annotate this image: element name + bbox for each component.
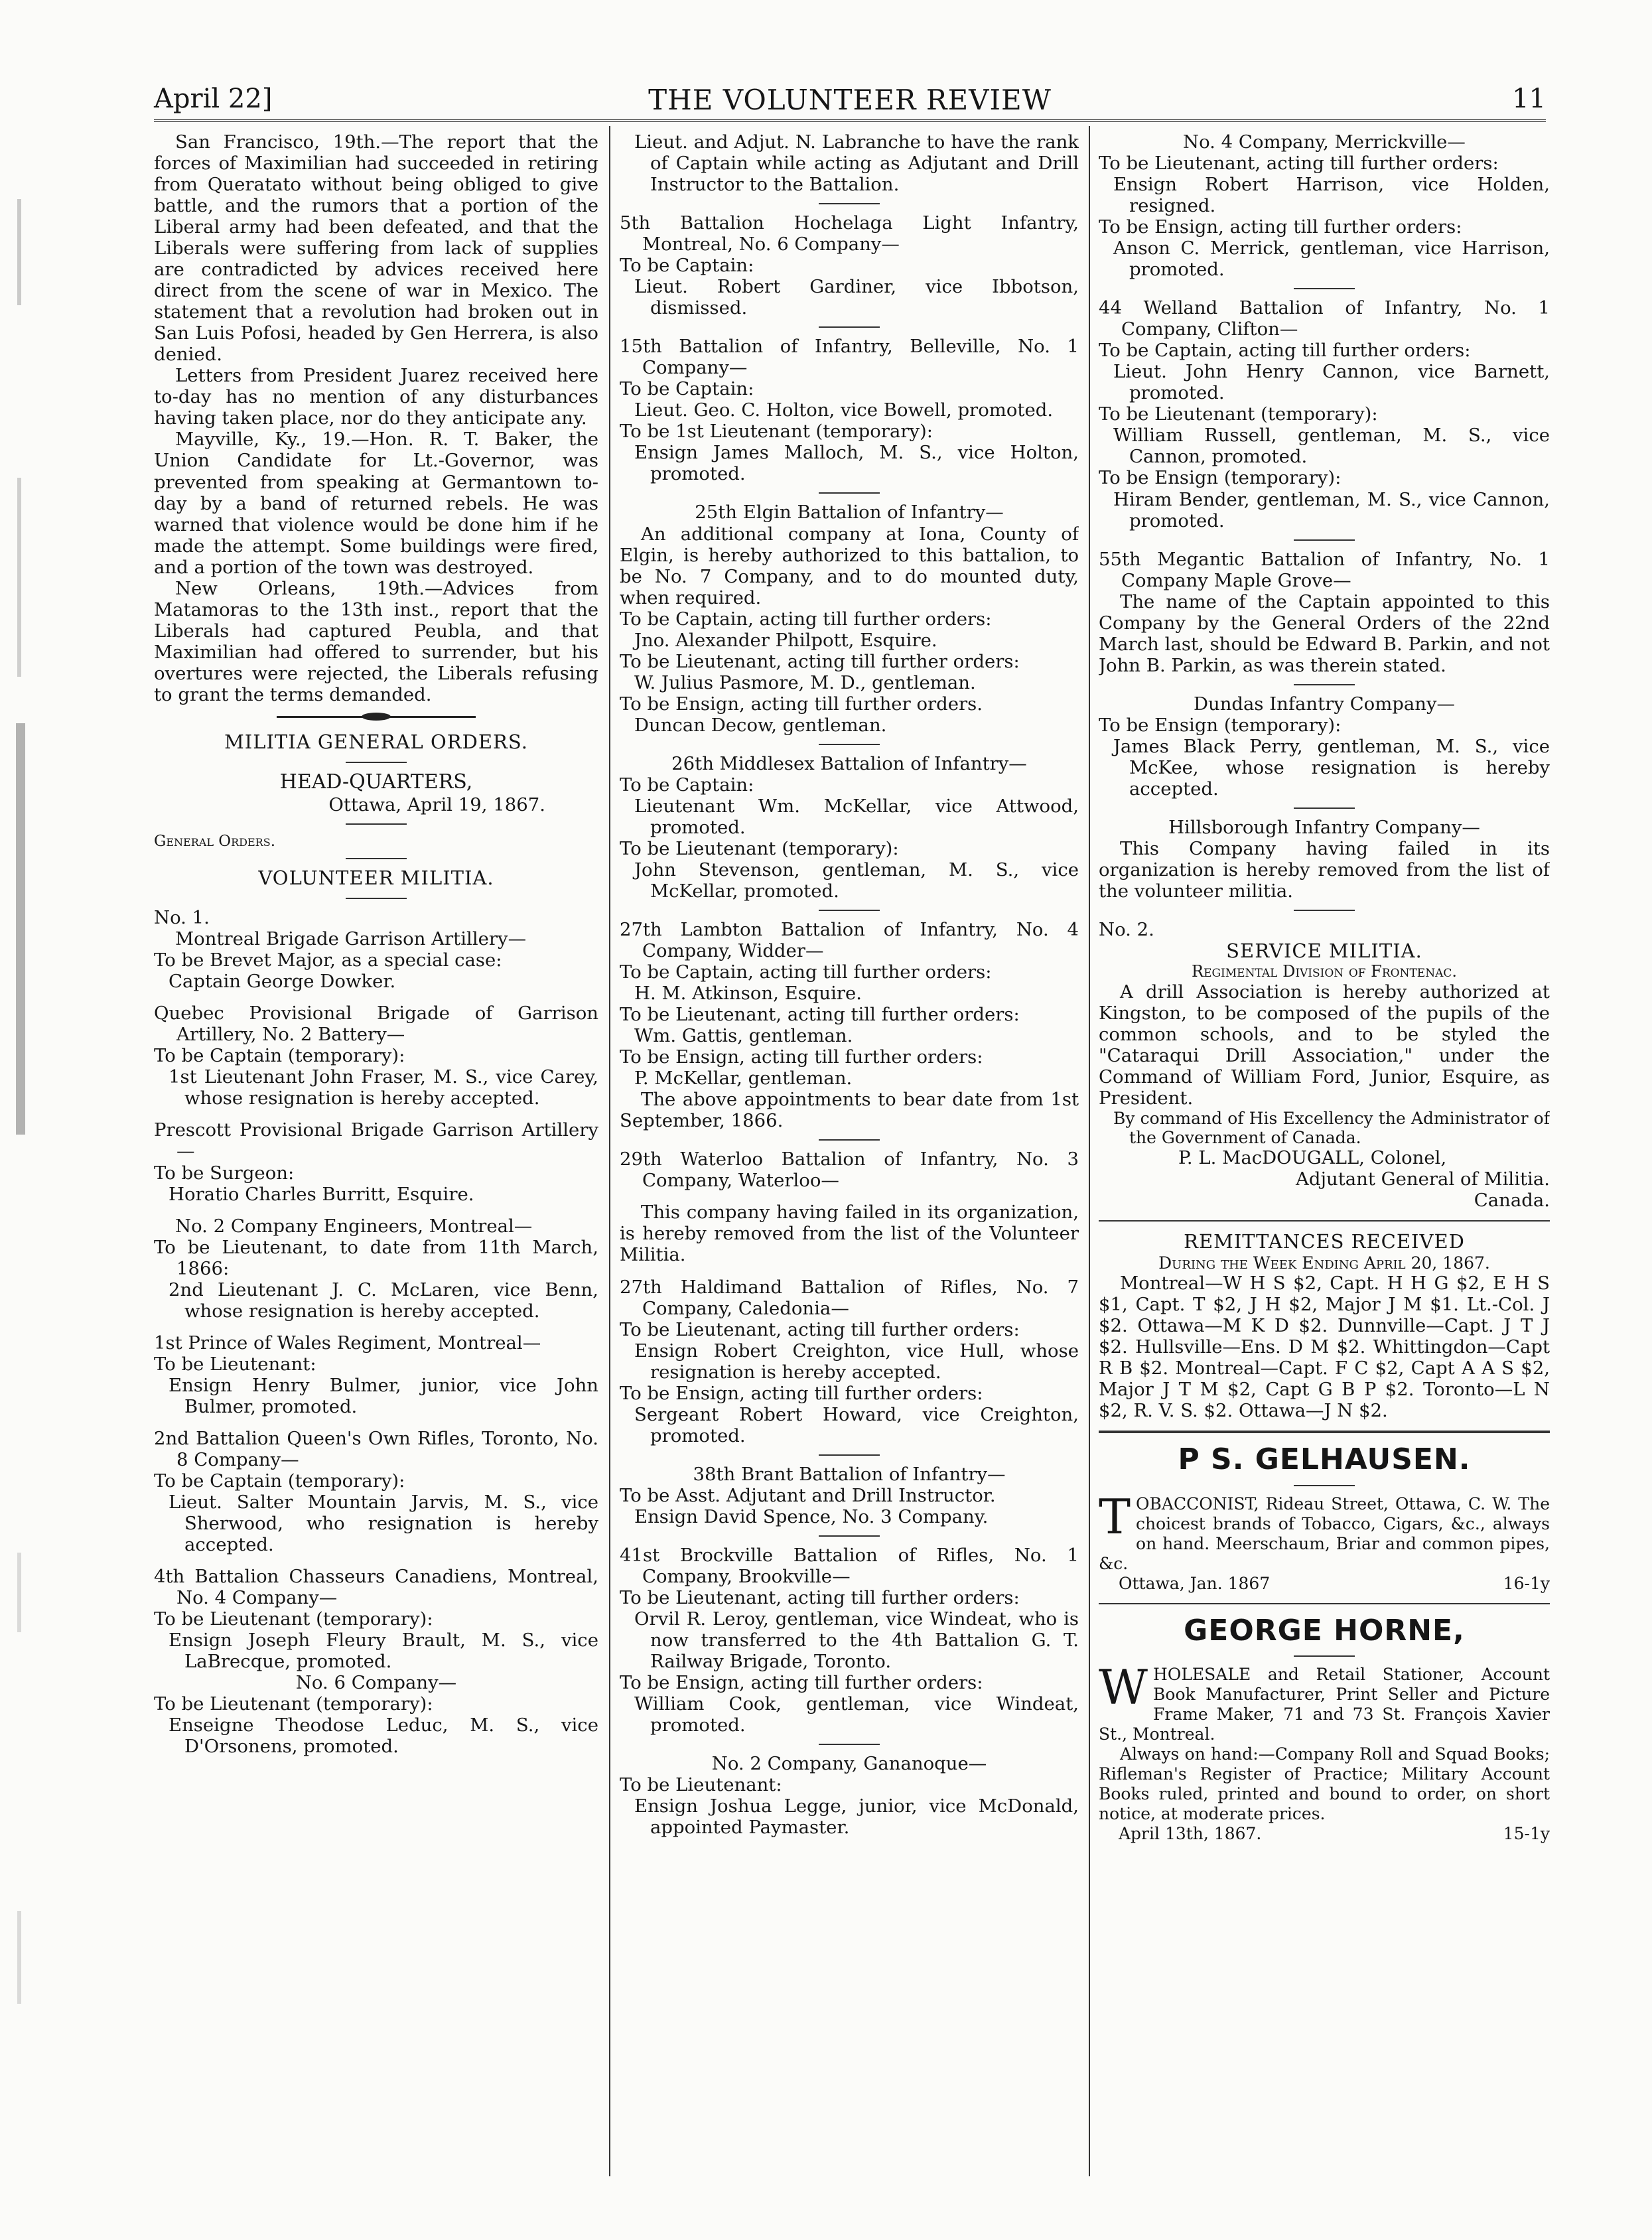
drop-cap: T — [1099, 1488, 1131, 1545]
order-appointee: Ensign Joshua Legge, junior, vice McDonald, appointed Paymaster. — [634, 1795, 1079, 1839]
order-appointee: William Cook, gentleman, vice Windeat, promoted. — [634, 1693, 1079, 1736]
order-rank: To be Lieutenant (temporary): — [620, 837, 899, 859]
page-number: 11 — [1512, 84, 1546, 114]
order-unit: 41st Brockville Battalion of Rifles, No. 1 Company, Brookville— — [620, 1544, 1079, 1587]
order-unit: Prescott Provisional Brigade Garrison Artillery— — [154, 1119, 598, 1162]
order-number: No. 2. — [1099, 919, 1154, 941]
signer-name: P. L. MacDOUGALL, Colonel, — [1178, 1147, 1447, 1169]
short-rule — [819, 1535, 880, 1537]
orders-title: MILITIA GENERAL ORDERS. — [224, 730, 528, 753]
short-rule — [346, 898, 407, 899]
order-unit: 1st Prince of Wales Regiment, Montreal— — [154, 1332, 541, 1354]
order-rank: To be Ensign, acting till further orders. — [620, 693, 983, 715]
advertisement-date: Ottawa, Jan. 1867 — [1119, 1573, 1271, 1593]
headquarters: HEAD-QUARTERS, — [279, 770, 473, 794]
order-appointee: Horatio Charles Burritt, Esquire. — [169, 1183, 474, 1205]
order-appointee: William Russell, gentleman, M. S., vice Cannon, promoted. — [1113, 425, 1550, 468]
order-unit: 26th Middlesex Battalion of Infantry— — [671, 752, 1027, 774]
order-unit: 2nd Battalion Queen's Own Rifles, Toronto, No. 8 Company— — [154, 1427, 598, 1470]
order-unit: No. 2 Company Engineers, Montreal— — [175, 1215, 533, 1237]
service-militia-heading: SERVICE MILITIA. — [1226, 940, 1422, 963]
section-rule — [1099, 1431, 1550, 1433]
order-rank: To be Captain (temporary): — [154, 1470, 405, 1492]
order-appointee: P. McKellar, gentleman. — [634, 1068, 853, 1089]
order-appointee: Jno. Alexander Philpott, Esquire. — [634, 629, 937, 651]
order-unit: 5th Battalion Hochelaga Light Infantry, Montreal, No. 6 Company— — [620, 212, 1079, 255]
order-appointee: Lieut. Robert Gardiner, vice Ibbotson, dismissed. — [634, 276, 1079, 319]
order-rank: To be Lieutenant: — [620, 1774, 782, 1796]
order-rank: To be Captain, acting till further orders: — [620, 961, 992, 983]
order-rank: To be Asst. Adjutant and Drill Instructor. — [620, 1484, 996, 1506]
column-3 — [1099, 131, 1550, 2175]
short-rule — [819, 910, 880, 911]
order-appointee: Lieut. John Henry Cannon, vice Barnett, promoted. — [1113, 361, 1550, 404]
order-unit: 27th Haldimand Battalion of Rifles, No. 7 Company, Caledonia— — [620, 1276, 1079, 1319]
advertisement-body — [1099, 1659, 1550, 1744]
order-unit: 29th Waterloo Battalion of Infantry, No. 3 Company, Waterloo— — [620, 1149, 1079, 1192]
order-appointee: Hiram Bender, gentleman, M. S., vice Cannon, promoted. — [1113, 488, 1550, 531]
order-text: An additional company at Iona, County of Elgin, is hereby authorized to this battalion, to be No. 7 Company, and to do mounted duty, when required. — [620, 523, 1079, 608]
order-unit: Hillsborough Infantry Company— — [1168, 816, 1480, 838]
order-unit: Montreal Brigade Garrison Artillery— — [175, 928, 527, 950]
advertisement-footer — [1099, 1574, 1550, 1594]
advertisement-footer — [1099, 1824, 1550, 1844]
order-appointee: Lieut. Geo. C. Holton, vice Bowell, promoted. — [634, 399, 1054, 421]
remittances-title: REMITTANCES RECEIVED — [1184, 1230, 1465, 1253]
order-appointee: Duncan Decow, gentleman. — [634, 714, 887, 736]
order-text: This Company having failed in its organization is hereby removed from the list of the volunteer militia. — [1099, 837, 1550, 902]
section-rule — [1099, 1603, 1550, 1604]
order-unit: 55th Megantic Battalion of Infantry, No. 1 Company Maple Grove— — [1099, 548, 1550, 591]
order-rank: To be Ensign (temporary): — [1099, 714, 1342, 736]
order-text: The name of the Captain appointed to this Company by the General Orders of the 22nd March last, should be Edward B. Parkin, and not John B. Parkin, as was therein stated. — [1099, 591, 1550, 676]
order-note: The above appointments to bear date from 1st September, 1866. — [620, 1089, 1079, 1132]
order-rank: To be Lieutenant (temporary): — [154, 1693, 433, 1715]
order-rank: To be Ensign, acting till further orders: — [620, 1672, 983, 1694]
order-rank: To be 1st Lieutenant (temporary): — [620, 421, 933, 443]
order-unit: Quebec Provisional Brigade of Garrison Artillery, No. 2 Battery— — [154, 1003, 598, 1046]
order-rank: To be Lieutenant: — [154, 1353, 316, 1375]
order-appointee: Anson C. Merrick, gentleman, vice Harrison, promoted. — [1113, 238, 1550, 281]
order-appointee: 2nd Lieutenant J. C. McLaren, vice Benn, whose resignation is hereby accepted. — [169, 1279, 598, 1322]
short-rule — [819, 326, 880, 328]
advertiser-name: GEORGE HORNE, — [1184, 1613, 1465, 1647]
order-appointee: Captain George Dowker. — [169, 971, 396, 993]
advertisement-text: Always on hand:—Company Roll and Squad Books; Rifleman's Register of Practice; Military Account Books ruled, printed and bound to order, on short notice, at moderate prices. — [1099, 1744, 1550, 1823]
order-rank: To be Captain, acting till further orders: — [1099, 340, 1471, 362]
order-unit: 4th Battalion Chasseurs Canadiens, Montreal, No. 4 Company— — [154, 1566, 598, 1609]
order-appointee: Lieutenant Wm. McKellar, vice Attwood, promoted. — [634, 795, 1079, 838]
general-orders-label: General Orders. — [154, 832, 275, 850]
order-appointee: Sergeant Robert Howard, vice Creighton, promoted. — [634, 1403, 1079, 1446]
order-appointee: Ensign Robert Creighton, vice Hull, whose resignation is hereby accepted. — [634, 1340, 1079, 1383]
order-text: This company having failed in its organization, is hereby removed from the list of the Volunteer Militia. — [620, 1202, 1079, 1266]
command-line: By command of His Excellency the Administrator of the Government of Canada. — [1113, 1108, 1550, 1148]
order-rank: To be Lieutenant, to date from 11th March, 1866: — [154, 1236, 598, 1279]
advertisement-code: 15-1y — [1503, 1823, 1550, 1843]
signer-title: Adjutant General of Militia. — [1296, 1168, 1550, 1190]
order-rank: To be Lieutenant, acting till further orders: — [620, 1586, 1020, 1608]
short-rule — [346, 858, 407, 859]
advertiser-name: P S. GELHAUSEN. — [1178, 1442, 1471, 1477]
order-appointee: Ensign Henry Bulmer, junior, vice John Bulmer, promoted. — [169, 1374, 598, 1417]
order-unit: 38th Brant Battalion of Infantry— — [693, 1463, 1006, 1485]
order-unit: No. 2 Company, Gananoque— — [711, 1753, 987, 1775]
order-appointee: Ensign Joseph Fleury Brault, M. S., vice LaBrecque, promoted. — [169, 1630, 598, 1673]
column-2 — [620, 131, 1079, 2175]
order-rank: To be Captain: — [620, 255, 754, 277]
advertisement-code: 16-1y — [1503, 1573, 1550, 1593]
order-rank: To be Lieutenant (temporary): — [154, 1608, 433, 1630]
order-unit: No. 4 Company, Merrickville— — [1183, 131, 1466, 153]
news-item: Letters from President Juarez received here to-day has no mention of any disturbances having taken place, nor do they anticipate any. — [154, 365, 598, 429]
order-rank: To be Captain (temporary): — [154, 1045, 405, 1067]
short-rule — [1294, 807, 1355, 809]
short-rule — [1294, 1655, 1355, 1657]
masthead-title: THE VOLUNTEER REVIEW — [648, 84, 1052, 116]
news-item: New Orleans, 19th.—Advices from Matamoras to the 13th inst., report that the Liberals had captured Peubla, and that Maximilian had offered to surrender, but his overtures were rejected, the Liberals refusing to grant the terms demanded. — [154, 577, 598, 705]
short-rule — [819, 1744, 880, 1745]
regimental-division: Regimental Division of Frontenac. — [1192, 961, 1457, 981]
order-rank: To be Lieutenant, acting till further orders: — [1099, 153, 1499, 175]
short-rule — [346, 762, 407, 763]
order-rank: To be Lieutenant, acting till further orders: — [620, 1004, 1020, 1026]
short-rule — [346, 823, 407, 825]
order-appointee: James Black Perry, gentleman, M. S., vice McKee, whose resignation is hereby accepted. — [1113, 735, 1550, 800]
news-item: San Francisco, 19th.—The report that the forces of Maximilian had succeeded in retiring from Queratato without being obliged to give battle, and the rumors that a portion of the Liberal army had been defeated, and that the Liberals were suffering from lack of supplies are contradicted by advices received here direct from the scene of war in Mexico. The statement that a revolution had broken out in San Luis Pofosi, headed by Gen Herrera, is also denied. — [154, 131, 598, 366]
news-item: Mayville, Ky., 19.—Hon. R. T. Baker, the Union Candidate for Lt.-Governor, was prevented from speaking at Germantown to-day by a band of returned rebels. He was warned that violence would be done him if he made the attempt. Some buildings were fired, and a portion of the town was destroyed. — [154, 429, 598, 578]
order-unit: 15th Battalion of Infantry, Belleville, No. 1 Company— — [620, 336, 1079, 379]
drop-cap: W — [1099, 1659, 1148, 1715]
scan-edge-marks — [12, 0, 29, 2240]
order-appointee: Lieut. Salter Mountain Jarvis, M. S., vice Sherwood, who resignation is hereby accepted. — [169, 1491, 598, 1555]
advertisement-text: OBACCONIST, Rideau Street, Ottawa, C. W. The choicest brands of Tobacco, Cigars, &c., always on hand. Meerschaum, Briar and common pipes, &c. — [1099, 1494, 1550, 1573]
short-rule — [1294, 1485, 1355, 1486]
order-rank: To be Ensign, acting till further orders: — [620, 1382, 983, 1404]
short-rule — [1294, 539, 1355, 541]
remittances-week: During the Week Ending April 20, 1867. — [1158, 1253, 1490, 1273]
order-appointee: Enseigne Theodose Leduc, M. S., vice D'Orsonens, promoted. — [169, 1715, 598, 1758]
order-appointee: Orvil R. Leroy, gentleman, vice Windeat, who is now transferred to the 4th Battalion G. T. Railway Brigade, Toronto. — [634, 1608, 1079, 1672]
order-unit: 25th Elgin Battalion of Infantry— — [695, 502, 1004, 524]
order-appointee: H. M. Atkinson, Esquire. — [634, 983, 862, 1005]
section-rule — [1099, 1220, 1550, 1222]
order-rank: To be Ensign, acting till further orders: — [620, 1046, 983, 1068]
order-unit: 44 Welland Battalion of Infantry, No. 1 Company, Clifton— — [1099, 297, 1550, 340]
short-rule — [1294, 910, 1355, 911]
order-rank: To be Lieutenant, acting till further orders: — [620, 650, 1020, 672]
short-rule — [819, 1139, 880, 1141]
order-rank: To be Captain: — [620, 378, 754, 400]
order-rank: To be Captain, acting till further orders: — [620, 608, 992, 630]
issue-date: April 22] — [154, 84, 273, 114]
short-rule — [819, 1454, 880, 1456]
signer-place: Canada. — [1474, 1190, 1550, 1212]
order-appointee: Lieut. and Adjut. N. Labranche to have the rank of Captain while acting as Adjutant and Drill Instructor to the Battalion. — [634, 131, 1079, 196]
advertisement-body — [1099, 1488, 1550, 1574]
advertisement-text: HOLESALE and Retail Stationer, Account Book Manufacturer, Print Seller and Picture Frame Maker, 71 and 73 St. François Xavier St., Montreal. — [1099, 1664, 1550, 1744]
order-rank: To be Ensign (temporary): — [1099, 467, 1342, 489]
order-appointee: Ensign Robert Harrison, vice Holden, resigned. — [1113, 174, 1550, 217]
short-rule — [819, 203, 880, 204]
running-head — [154, 84, 1546, 123]
order-rank: To be Surgeon: — [154, 1162, 295, 1184]
order-rank: To be Ensign, acting till further orders: — [1099, 216, 1462, 238]
short-rule — [1294, 684, 1355, 685]
column-1 — [154, 131, 598, 2175]
order-rank: To be Captain: — [620, 774, 754, 796]
ornamental-rule — [277, 716, 476, 718]
order-unit: Dundas Infantry Company— — [1193, 693, 1456, 715]
short-rule — [1294, 288, 1355, 289]
order-text: A drill Association is hereby authorized at Kingston, to be composed of the pupils of the common schools, and to be styled the "Cataraqui Drill Association," under the Command of William Ford, Junior, Esquire, as President. — [1099, 981, 1550, 1109]
column-rule-1 — [609, 126, 610, 2176]
short-rule — [819, 492, 880, 494]
order-appointee: 1st Lieutenant John Fraser, M. S., vice Carey, whose resignation is hereby accepted. — [169, 1066, 598, 1109]
order-unit: No. 6 Company— — [295, 1672, 457, 1694]
header-rule — [154, 119, 1546, 122]
advertisement-date: April 13th, 1867. — [1119, 1823, 1262, 1843]
order-appointee: Ensign David Spence, No. 3 Company. — [634, 1505, 989, 1527]
volunteer-militia-heading: VOLUNTEER MILITIA. — [258, 867, 494, 890]
order-rank: To be Lieutenant, acting till further orders: — [620, 1318, 1020, 1340]
short-rule — [819, 744, 880, 745]
order-number: No. 1. — [154, 907, 210, 929]
order-rank: To be Lieutenant (temporary): — [1099, 403, 1378, 425]
order-rank: To be Brevet Major, as a special case: — [154, 949, 502, 971]
order-appointee: W. Julius Pasmore, M. D., gentleman. — [634, 671, 976, 693]
column-rule-2 — [1089, 126, 1090, 2176]
remittances-list: Montreal—W H S $2, Capt. H H G $2, E H S $1, Capt. T $2, J H $2, Major J M $1. Lt.-Col. J $2. Ottawa—M K D $2. Dunnville—Capt. J T J $2. Hullsville—Ens. D M $2. Whittingdon—Capt R B $2. Montreal—Capt. F C $2, Capt A A S $2, Major J T M $2, Capt G B P $2. Toronto—L N $2, R. V. S. $2. Ottawa—J N $2. — [1099, 1273, 1550, 1422]
order-appointee: Wm. Gattis, gentleman. — [634, 1025, 853, 1047]
headquarters-date: Ottawa, April 19, 1867. — [328, 794, 545, 815]
order-appointee: John Stevenson, gentleman, M. S., vice McKellar, promoted. — [634, 859, 1079, 902]
order-unit: 27th Lambton Battalion of Infantry, No. 4 Company, Widder— — [620, 919, 1079, 962]
order-appointee: Ensign James Malloch, M. S., vice Holton, promoted. — [634, 442, 1079, 485]
